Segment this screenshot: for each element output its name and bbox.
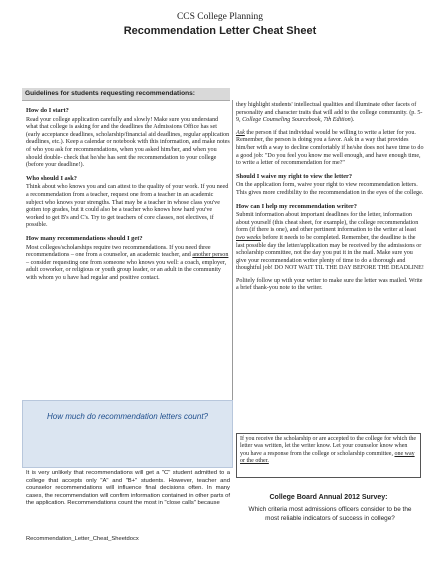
right-column <box>236 102 424 298</box>
how-many-text-1: Most colleges/scholarships require two recommendations. If you need three recommendations – one from a counselor, an academic teacher, and <box>26 244 211 259</box>
help-text-1: Submit information about important deadlines for the letter, information about yourself (this cheat sheet, for example), the college recommendation form (if there is one), and other pertinent information to the writer at least <box>236 212 419 234</box>
survey-question: Which criteria most admissions officers consider to be the most reliable indicators of success in college? <box>248 506 412 522</box>
continued-text: they highlight students' intellectual qualities and illuminate other facets of personality and character traits that will add to the college community. (p. 5-9, <box>236 102 423 124</box>
paragraph-ask <box>236 130 424 168</box>
guidelines-banner-text: Guidelines for students requesting recommendations: <box>25 90 195 97</box>
page-title: Recommendation Letter Cheat Sheet <box>123 25 317 37</box>
paragraph-who-to-ask: Think about who knows you and can attest to the quality of your work. If you need a recommendation from a teacher, request one from a teacher in an academic subject who knows your strengths. That may be a teacher in whose class you've gotten top grades, but it could also be a teacher who knows how hard you've worked to get B's and C's. Try to get teachers of core classes, not electives, if possible. <box>26 184 229 229</box>
paragraph-how-many <box>26 245 230 283</box>
how-many-text-2: – consider requesting one from someone who knows you well: a coach, employer, adult coworker, or religious or youth group leader, or an adult in the community with whom yo u have had regular and positive contact. <box>26 259 227 281</box>
paragraph-how-to-start: Read your college application carefully and slowly! Make sure you understand what that college is asking for and the deadlines the Admissions Office has set (early acceptance deadlines, scholarship/financial aid deadlines, regular application deadlines, etc.). Keep a calendar or notebook with this information, and make notes of who you ask for recommendations, when you asked him/her, and when you should double- check that he/she has sent the recommendation to your college (before your deadline!). <box>26 116 230 169</box>
notify-text: If you receive the scholarship or are accepted to the college for which the letter was written, let the writer know. Let your counselor know when you have a response from the college or scholarship committee, <box>240 436 417 457</box>
ask-emphasis: Ask <box>236 129 245 136</box>
help-text-2: before it needs to be completed. Remember, the deadline is the last possible day the letter/application may be received by the admissions or scholarship committee, not the day you put it in the mail. Make sure you give your recommendation writer plenty of time to do a thorough and thoughtful job! DO NOT WAIT TIL THE DAY BEFORE THE DEADLINE! <box>236 234 424 272</box>
continued-end: ). <box>350 117 355 124</box>
heading-waive-right: Should I waive my right to view the letter? <box>236 172 353 180</box>
notify-box <box>236 433 421 478</box>
heading-help-writer: How can I help my recommendation writer? <box>236 202 357 210</box>
paragraph-waive-right: On the application form, waive your right to view recommendation letters. This gives more credibility to the recommendation in the eyes of the college. <box>236 182 424 196</box>
paragraph-help-writer <box>236 212 424 273</box>
heading-who-to-ask: Who should I ask? <box>26 174 77 182</box>
heading-how-to-start: How do I start? <box>26 107 69 114</box>
continued-source: College Counseling Sourcebook, 7th Edition <box>242 117 351 124</box>
recommendation-weight-paragraph: It is very unlikely that recommendations will get a "C" student admitted to a college that accepts only "A" and "B+" students. However, teacher and counselor recommendations will influence final decisions often. In many cases, the recommendation will confirm information contained in other parts of the application. Recommendations count the most in "close calls" because <box>26 470 230 507</box>
callout-question: How much do recommendation letters count? <box>47 412 208 421</box>
left-column <box>26 104 230 287</box>
organization-name: CCS College Planning <box>176 12 264 22</box>
ask-text: the person if that individual would be willing to write a letter for you. Remember, the person is doing you a favor. Ask in a way that provides him/her with a way to decline comfortably if he/she does not have time to do a good job: "Do you feel you know me well enough, and have enough time, to write a letter of recommendation for me?" <box>236 129 424 167</box>
callout-box <box>22 400 233 468</box>
survey-title: College Board Annual 2012 Survey: <box>269 494 388 501</box>
paragraph-continued <box>236 102 424 125</box>
guidelines-banner <box>22 88 230 101</box>
column-divider <box>232 100 233 432</box>
notify-underlined: one way or the other. <box>240 450 415 465</box>
how-many-underlined: another person <box>192 252 229 259</box>
paragraph-follow-up: Politely follow up with your writer to make sure the letter was mailed. Write a brief thank-you note to the writer. <box>236 277 423 292</box>
file-name: Recommendation_Letter_Cheat_Sheetdocx <box>26 536 139 542</box>
help-underlined: two weeks <box>236 234 261 241</box>
heading-how-many: How many recommendations should I get? <box>26 234 143 242</box>
